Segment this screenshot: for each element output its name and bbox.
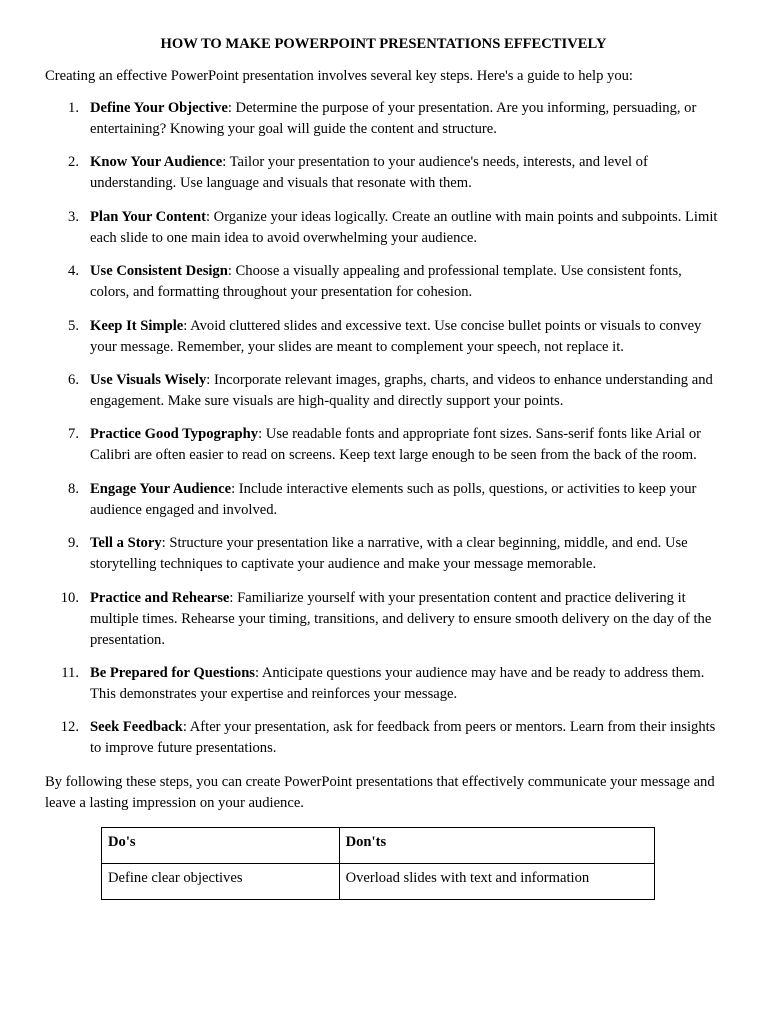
conclusion-paragraph: By following these steps, you can create PowerPoint presentations that effectively communicate your message and leave a lasting impression on your audience. xyxy=(45,773,715,811)
list-number: 5. xyxy=(68,317,79,334)
step-term: Define Your Objective xyxy=(90,100,228,116)
step-text: : Structure your presentation like a narrative, with a clear beginning, middle, and end. Use storytelling techniques to captivate your audience and make your message memorable. xyxy=(90,535,688,573)
list-item xyxy=(45,533,722,575)
step-term: Use Visuals Wisely xyxy=(90,371,207,388)
step-text: : Familiarize yourself with your presentation content and practice delivering it multiple times. Rehearse your timing, transitions, and delivery to ensure smooth delivery on the day of the presentation. xyxy=(90,589,712,648)
list-number: 3. xyxy=(68,208,79,225)
intro-paragraph: Creating an effective PowerPoint presentation involves several key steps. Here's a guide to help you: xyxy=(45,68,633,84)
step-term: Engage Your Audience xyxy=(90,480,232,497)
step-term: Practice Good Typography xyxy=(90,426,259,443)
step-text: : After your presentation, ask for feedback from peers or mentors. Learn from their insights to improve future presentations. xyxy=(90,719,716,757)
step-text: : Incorporate relevant images, graphs, charts, and videos to enhance understanding and engagement. Make sure visuals are high-quality and directly support your points. xyxy=(90,371,713,409)
steps-list xyxy=(45,98,722,759)
list-number: 12. xyxy=(60,719,79,736)
list-number: 7. xyxy=(68,426,79,443)
step-text: : Choose a visually appealing and professional template. Use consistent fonts, colors, and formatting throughout your presentation for cohesion. xyxy=(90,263,682,301)
list-item xyxy=(45,424,722,466)
table-cell: Define clear objectives xyxy=(102,863,340,899)
document-title: HOW TO MAKE POWERPOINT PRESENTATIONS EFFECTIVELY xyxy=(160,36,607,52)
step-term: Keep It Simple xyxy=(90,317,184,334)
list-item xyxy=(45,98,722,140)
step-text: : Organize your ideas logically. Create an outline with main points and subpoints. Limit each slide to one main idea to avoid overwhelming your audience. xyxy=(90,208,718,246)
list-item xyxy=(45,479,722,521)
step-text: : Anticipate questions your audience may have and be ready to address them. This demonstrates your expertise and reinforces your message. xyxy=(90,664,705,702)
step-term: Know Your Audience xyxy=(90,154,223,171)
table-header-donts: Don'ts xyxy=(339,827,654,863)
list-item xyxy=(45,663,722,705)
list-number: 4. xyxy=(68,263,79,280)
list-item xyxy=(45,261,722,303)
step-term: Tell a Story xyxy=(90,535,162,552)
list-number: 1. xyxy=(68,100,79,116)
step-term: Practice and Rehearse xyxy=(90,589,230,606)
list-number: 2. xyxy=(68,154,79,171)
list-number: 6. xyxy=(68,371,79,388)
step-term: Seek Feedback xyxy=(90,719,183,736)
step-text: : Use readable fonts and appropriate font sizes. Sans-serif fonts like Arial or Calibri are often easier to read on screens. Keep text large enough to be seen from the back of the room. xyxy=(90,426,702,464)
list-number: 10. xyxy=(60,589,79,606)
table-header-dos: Do's xyxy=(102,827,340,863)
table-header-row xyxy=(102,827,655,863)
list-item xyxy=(45,588,722,651)
dos-donts-table xyxy=(101,827,655,900)
step-term: Plan Your Content xyxy=(90,208,206,225)
list-item xyxy=(45,717,722,759)
table-cell: Overload slides with text and information xyxy=(339,863,654,899)
list-item xyxy=(45,370,722,412)
list-item xyxy=(45,207,722,249)
step-text: : Include interactive elements such as polls, questions, or activities to keep your audience engaged and involved. xyxy=(90,480,697,518)
list-number: 11. xyxy=(61,664,79,681)
step-term: Use Consistent Design xyxy=(90,263,228,280)
step-text: : Determine the purpose of your presentation. Are you informing, persuading, or entertaining? Knowing your goal will guide the content and structure. xyxy=(90,100,697,137)
table-row xyxy=(102,863,655,899)
step-term: Be Prepared for Questions xyxy=(90,664,255,681)
step-text: : Tailor your presentation to your audience's needs, interests, and level of understanding. Use language and visuals that resonate with them. xyxy=(90,154,648,192)
list-item xyxy=(45,316,722,358)
list-number: 8. xyxy=(68,480,79,497)
list-item xyxy=(45,152,722,194)
list-number: 9. xyxy=(68,535,79,552)
step-text: : Avoid cluttered slides and excessive text. Use concise bullet points or visuals to convey your message. Remember, your slides are meant to complement your speech, not replace it. xyxy=(90,317,702,355)
